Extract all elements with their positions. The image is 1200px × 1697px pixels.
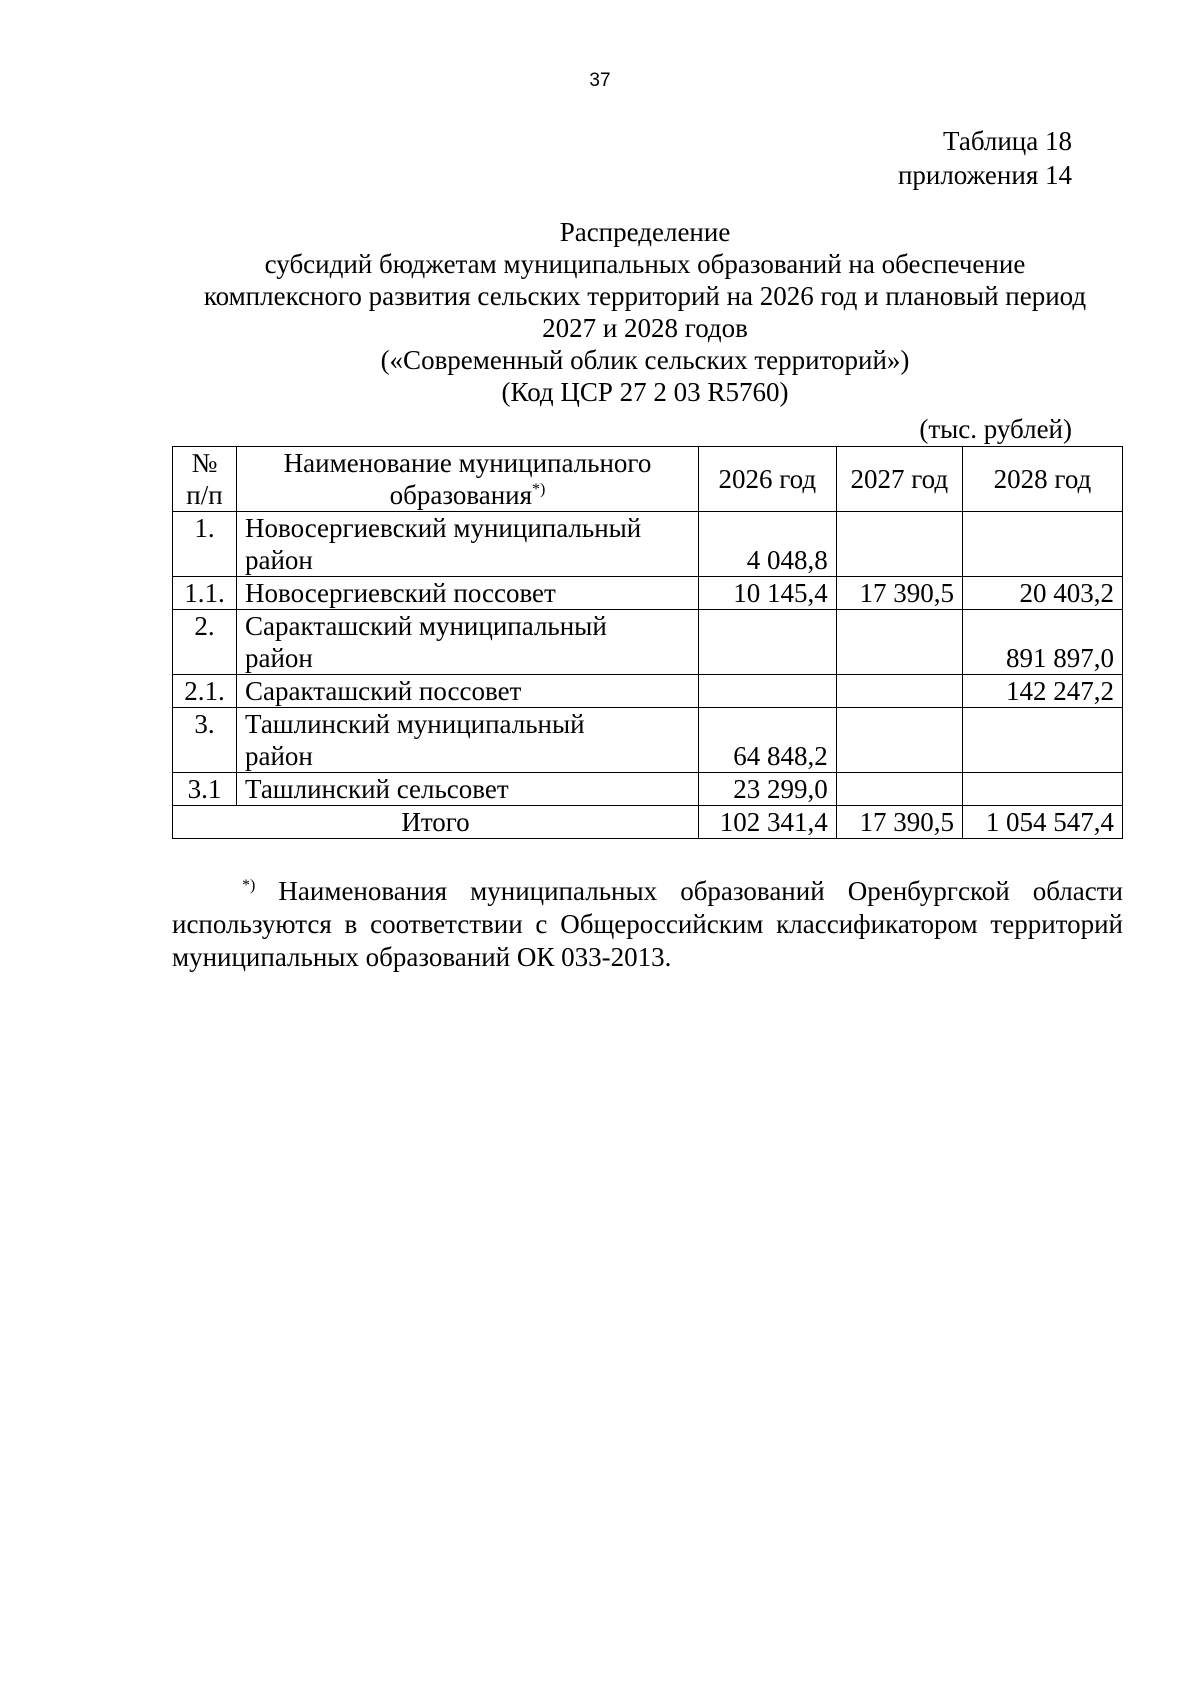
cell-2028: 20 403,2 <box>962 577 1122 610</box>
row-name <box>237 610 699 675</box>
row-name-line: район <box>245 741 313 771</box>
row-name: Саракташский поссовет <box>237 675 699 708</box>
row-num: 1.1. <box>173 577 237 610</box>
header-name <box>237 447 699 512</box>
cell-2028 <box>962 512 1122 577</box>
heading-line: («Современный облик сельских территорий») <box>380 345 910 375</box>
row-name-line: район <box>245 643 313 673</box>
table-reference-line: Таблица 18 <box>943 126 1072 156</box>
header-name-line <box>245 479 690 511</box>
cell-2026: 23 299,0 <box>699 773 837 806</box>
total-2027: 17 390,5 <box>836 806 962 839</box>
row-name <box>237 708 699 773</box>
cell-2027 <box>836 773 962 806</box>
table-row <box>173 708 1123 773</box>
heading-line: комплексного развития сельских территорий на 2026 год и плановый период <box>203 281 1087 311</box>
total-2026: 102 341,4 <box>699 806 837 839</box>
subsidy-table <box>172 446 1123 839</box>
row-name <box>237 512 699 577</box>
footnote-marker: *) <box>242 877 256 894</box>
heading-line: Распределение <box>559 217 731 247</box>
cell-2028 <box>962 773 1122 806</box>
footnote-marker: *) <box>532 481 546 498</box>
row-num: 3.1 <box>173 773 237 806</box>
row-name: Ташлинский сельсовет <box>237 773 699 806</box>
row-num: 2. <box>173 610 237 675</box>
header-num <box>173 447 237 512</box>
cell-2026 <box>699 675 837 708</box>
header-name-text: образования <box>389 480 533 510</box>
heading-line: 2027 и 2028 годов <box>542 313 748 343</box>
header-2028: 2028 год <box>962 447 1122 512</box>
cell-2026 <box>699 610 837 675</box>
header-2026: 2026 год <box>699 447 837 512</box>
document-heading <box>172 216 1118 408</box>
table-row <box>173 773 1123 806</box>
footnote-text: Наименования муниципальных образований Оренбургской области используются в соответствии с Общероссийским классификатором территорий муниципальных образований ОК 033-2013. <box>172 876 1123 972</box>
row-name: Новосергиевский поссовет <box>237 577 699 610</box>
table-header-row <box>173 447 1123 512</box>
footnote <box>172 875 1123 974</box>
page-number: 37 <box>589 70 611 91</box>
header-2027: 2027 год <box>836 447 962 512</box>
cell-2027 <box>836 675 962 708</box>
table-row <box>173 577 1123 610</box>
cell-2028: 891 897,0 <box>962 610 1122 675</box>
heading-line: субсидий бюджетам муниципальных образований на обеспечение <box>264 249 1026 279</box>
cell-2027 <box>836 512 962 577</box>
table-row <box>173 675 1123 708</box>
header-num-line: № <box>191 448 218 478</box>
row-name-line: район <box>245 545 313 575</box>
units-label: (тыс. рублей) <box>919 414 1072 444</box>
table-total-row <box>173 806 1123 839</box>
row-num: 1. <box>173 512 237 577</box>
row-num: 2.1. <box>173 675 237 708</box>
cell-2027 <box>836 708 962 773</box>
cell-2027 <box>836 610 962 675</box>
row-name-line: Ташлинский муниципальный <box>245 709 585 739</box>
table-row <box>173 610 1123 675</box>
table-reference-line: приложения 14 <box>897 160 1072 190</box>
cell-2028 <box>962 708 1122 773</box>
cell-2026: 10 145,4 <box>699 577 837 610</box>
heading-line: (Код ЦСР 27 2 03 R5760) <box>501 377 789 407</box>
header-num-line: п/п <box>186 480 223 510</box>
total-2028: 1 054 547,4 <box>962 806 1122 839</box>
table-reference <box>898 124 1072 192</box>
row-name-line: Новосергиевский муниципальный <box>245 513 642 543</box>
total-label: Итого <box>173 806 699 839</box>
cell-2026: 4 048,8 <box>699 512 837 577</box>
row-num: 3. <box>173 708 237 773</box>
cell-2026: 64 848,2 <box>699 708 837 773</box>
cell-2028: 142 247,2 <box>962 675 1122 708</box>
table-row <box>173 512 1123 577</box>
row-name-line: Саракташский муниципальный <box>245 611 607 641</box>
header-name-line: Наименование муниципального <box>283 448 652 478</box>
footnote-paragraph <box>172 875 1123 974</box>
cell-2027: 17 390,5 <box>836 577 962 610</box>
